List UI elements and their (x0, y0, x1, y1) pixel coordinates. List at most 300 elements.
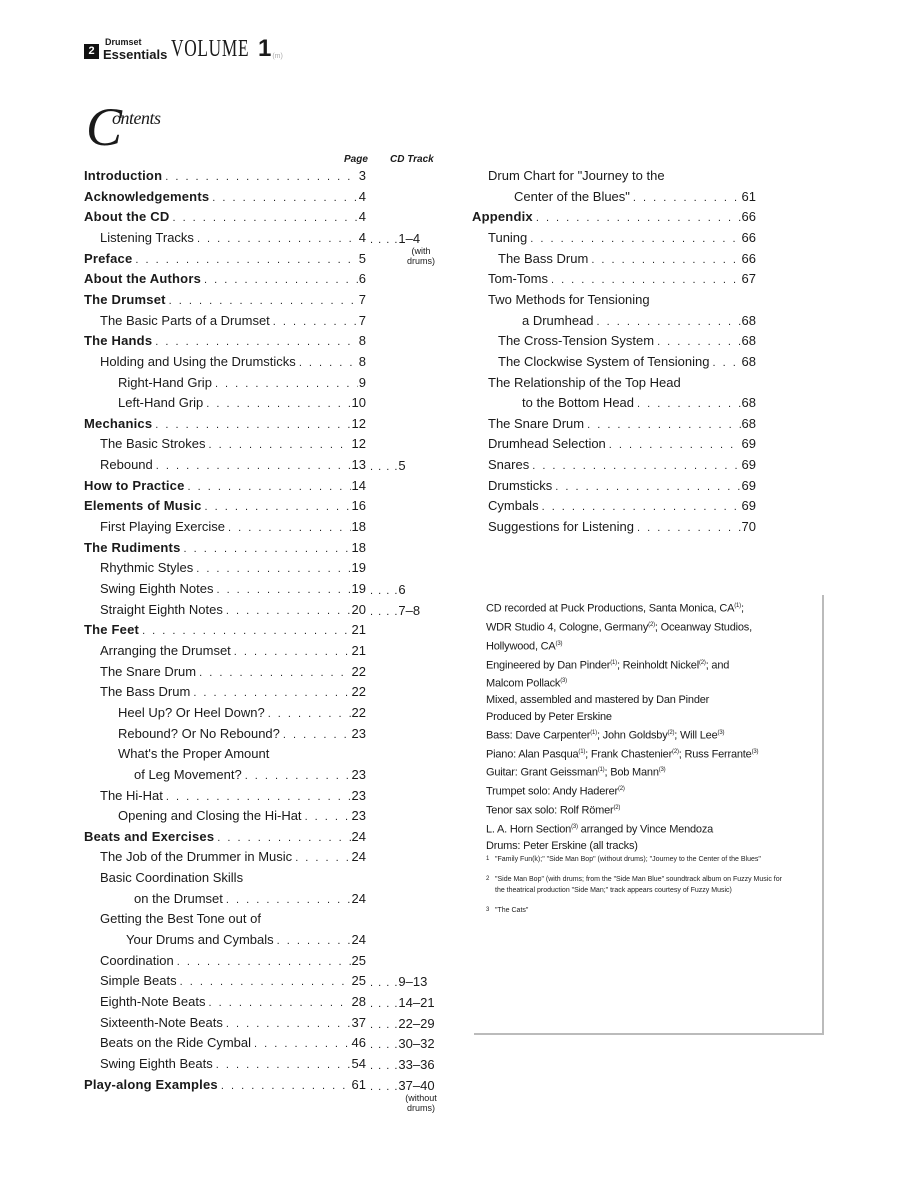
toc-page-number: 16 (351, 498, 366, 514)
brand-main: Essentials (103, 46, 168, 62)
toc-entry (498, 333, 756, 353)
toc-entry-title: The Hi-Hat (100, 787, 163, 803)
toc-entry-title: The Drumset (84, 291, 166, 307)
toc-page-number: 19 (351, 560, 366, 576)
toc-entry (488, 416, 756, 436)
toc-page-number: 4 (358, 229, 366, 245)
toc-entry-title: Coordination (100, 952, 174, 968)
toc-entry (100, 953, 366, 973)
toc-track-dots: . . . . (370, 977, 399, 990)
toc-leader-dots (273, 316, 358, 328)
toc-entry (118, 705, 366, 725)
toc-entry-title: Eighth-Note Beats (100, 994, 206, 1009)
toc-track-dots: . . . . (370, 1080, 399, 1093)
toc-entry (100, 230, 366, 250)
toc-entry (126, 932, 366, 952)
toc-entry-title: Drumsticks (488, 477, 553, 493)
toc-entry (488, 498, 756, 518)
toc-leader-dots (597, 316, 741, 328)
toc-track-number: 1–4 (398, 230, 421, 246)
toc-leader-dots (165, 171, 358, 183)
toc-entry (488, 292, 653, 312)
toc-leader-dots (536, 212, 741, 224)
toc-entry-title: Mechanics (84, 415, 153, 431)
toc-entry (522, 313, 756, 333)
toc-page-number: 4 (358, 209, 366, 225)
credit-line (486, 692, 822, 708)
brand-top: Drumset (105, 36, 142, 47)
toc-entry-title: Preface (84, 250, 133, 266)
toc-entry-title: The Hands (84, 333, 153, 349)
toc-page-number: 46 (351, 1035, 366, 1051)
credit-line (486, 636, 822, 655)
toc-leader-dots (637, 522, 741, 534)
column-head-page: Page (344, 154, 368, 165)
toc-leader-dots (209, 439, 351, 451)
toc-entry (100, 581, 366, 601)
toc-page-number: 61 (741, 188, 756, 204)
footnote (486, 874, 786, 896)
toc-entry (134, 891, 366, 911)
toc-entry-title: Two Methods for Tensioning (488, 291, 650, 307)
toc-track-dots: . . . . (370, 605, 399, 618)
credit-text: ; Oceanway Studios, (654, 621, 752, 634)
footnote-ref: (3) (560, 678, 567, 685)
toc-leader-dots (188, 481, 351, 493)
volume-word: VOLUME (171, 35, 250, 62)
toc-leader-dots (205, 501, 351, 513)
footnote-mark: 2 (486, 876, 490, 882)
toc-entry-title: The Clockwise System of Tensioning (498, 353, 710, 369)
toc-entry-title: Elements of Music (84, 498, 202, 514)
footnote (486, 905, 786, 916)
toc-entry-title: Opening and Closing the Hi-Hat (118, 808, 302, 824)
credit-line (486, 819, 822, 838)
toc-entry (84, 292, 366, 312)
footnote-ref: (2) (667, 729, 675, 736)
toc-page-number: 21 (351, 642, 366, 658)
toc-cd-track (370, 974, 427, 989)
toc-entry-title: of Leg Movement? (134, 766, 242, 782)
toc-entry-title: How to Practice (84, 477, 185, 493)
toc-page-number: 22 (351, 684, 366, 700)
toc-entry-title: Play-along Examples (84, 1076, 218, 1092)
toc-entry-title: Basic Coordination Skills (100, 870, 244, 886)
toc-entry (498, 251, 756, 271)
toc-entry-title: First Playing Exercise (100, 519, 225, 535)
trademark-mark: (m) (272, 52, 283, 60)
toc-leader-dots (299, 357, 358, 369)
toc-entry (100, 643, 366, 663)
toc-entry (498, 354, 756, 374)
toc-page-number: 24 (351, 890, 366, 906)
toc-page-number: 23 (351, 766, 366, 782)
toc-leader-dots (587, 419, 740, 431)
footnote-ref: (2) (698, 659, 706, 666)
toc-entry-title: Acknowledgements (84, 188, 210, 204)
toc-cd-track (370, 458, 406, 473)
toc-leader-dots (555, 481, 740, 493)
toc-page-number: 14 (351, 477, 366, 493)
toc-leader-dots (155, 336, 358, 348)
credit-text: Malcom Pollack (486, 678, 561, 691)
toc-leader-dots (234, 646, 351, 658)
toc-page-number: 66 (741, 250, 756, 266)
toc-page-number: 12 (351, 436, 366, 452)
credit-text: Mixed, assembled and mastered by Dan Pinder (486, 694, 710, 707)
toc-entry (118, 375, 366, 395)
toc-entry-title: The Relationship of the Top Head (488, 374, 681, 390)
toc-page-number: 69 (741, 436, 756, 452)
toc-page-number: 7 (358, 312, 366, 328)
toc-leader-dots (283, 729, 351, 741)
toc-leader-dots (530, 233, 740, 245)
credit-text: Trumpet solo: Andy Haderer (486, 785, 618, 798)
toc-leader-dots (245, 770, 351, 782)
toc-entry (84, 168, 366, 188)
toc-entry (84, 271, 366, 291)
toc-page-number: 25 (351, 973, 366, 989)
credit-text: Tenor sax solo: Rolf Römer (486, 804, 614, 817)
toc-entry-title: Introduction (84, 168, 163, 183)
toc-entry-title: Swing Eighth Notes (100, 581, 214, 596)
footnote-ref: (2) (613, 805, 621, 812)
toc-page-number: 54 (351, 1055, 366, 1071)
toc-track-dots: . . . . (370, 233, 399, 246)
toc-entry-title: Snares (488, 457, 530, 473)
toc-entry-title: Tuning (488, 229, 528, 245)
toc-entry (134, 767, 366, 787)
toc-entry-title: a Drumhead (522, 312, 594, 328)
page-number: 2 (84, 44, 99, 59)
toc-page-number: 23 (351, 725, 366, 741)
toc-entry-title: The Cross-Tension System (498, 333, 655, 349)
toc-entry-title: Holding and Using the Drumsticks (100, 353, 296, 369)
credit-text: CD recorded at Puck Productions, Santa Monica, CA (486, 602, 735, 615)
toc-leader-dots (633, 192, 741, 204)
toc-entry-title: The Snare Drum (100, 663, 197, 679)
toc-entry (84, 540, 366, 560)
toc-cd-track (370, 1078, 435, 1093)
toc-page-number: 20 (351, 601, 366, 617)
toc-leader-dots (196, 563, 350, 575)
toc-entry (514, 189, 756, 209)
credit-text: Piano: Alan Pasqua (486, 748, 579, 761)
toc-cd-track (370, 1016, 435, 1031)
toc-track-dots: . . . . (370, 461, 399, 474)
toc-entry (488, 230, 756, 250)
toc-entry (100, 354, 366, 374)
toc-leader-dots (206, 398, 350, 410)
toc-entry-title: Simple Beats (100, 973, 177, 989)
toc-entry-title: About the Authors (84, 271, 202, 287)
toc-entry-title: The Bass Drum (498, 250, 589, 266)
toc-entry (84, 333, 366, 353)
credit-line (486, 709, 822, 725)
toc-entry-title: Beats on the Ride Cymbal (100, 1035, 252, 1051)
footnote-ref: (3) (658, 767, 666, 774)
credit-line (486, 673, 822, 692)
toc-leader-dots (204, 274, 358, 286)
footnote-ref: (3) (555, 640, 563, 647)
toc-leader-dots (216, 584, 350, 596)
toc-entry (84, 478, 366, 498)
credit-text: arranged by Vince Mendoza (577, 823, 714, 836)
toc-page-number: 18 (351, 519, 366, 535)
credit-text: ; Reinholdt Nickel (616, 659, 699, 672)
credit-text: ; Bob Mann (604, 767, 659, 780)
toc-entry-title: Beats and Exercises (84, 828, 215, 844)
footnote-mark: 3 (486, 907, 490, 913)
footnote-text: "The Cats" (495, 907, 529, 914)
toc-page-number: 24 (351, 849, 366, 865)
toc-page-number: 69 (741, 457, 756, 473)
toc-page-number: 5 (358, 250, 366, 266)
toc-entry (100, 994, 366, 1014)
footnote-text: "Family Fun(k);" "Side Man Bop" (without drums); "Journey to the Center of the Blues" (495, 856, 761, 863)
toc-leader-dots (216, 1059, 351, 1071)
toc-entry (100, 1035, 366, 1055)
toc-track-number: 33–36 (398, 1056, 435, 1072)
toc-entry-title: Rhythmic Styles (100, 560, 194, 576)
toc-entry (472, 209, 756, 229)
toc-entry (100, 313, 366, 333)
toc-entry-title: Swing Eighth Beats (100, 1055, 213, 1071)
toc-entry (84, 209, 366, 229)
toc-entry (488, 168, 668, 188)
toc-entry (488, 478, 756, 498)
toc-leader-dots (712, 357, 740, 369)
credit-line (486, 838, 822, 854)
toc-leader-dots (142, 625, 350, 637)
toc-entry (118, 726, 366, 746)
credit-line (486, 598, 822, 617)
toc-entry (84, 251, 366, 271)
footnote-ref: (3) (717, 729, 725, 736)
footnote-ref: (2) (672, 748, 679, 755)
toc-page-number: 23 (351, 808, 366, 824)
toc-page-number: 19 (351, 581, 366, 596)
toc-track-dots: . . . . (370, 1018, 399, 1031)
page-header (84, 33, 283, 63)
toc-leader-dots (172, 212, 357, 224)
toc-entry (118, 746, 272, 766)
credit-line (486, 744, 822, 763)
footnote-ref: (1) (578, 748, 586, 755)
toc-leader-dots (277, 935, 351, 947)
footnote-mark: 1 (486, 856, 490, 862)
toc-entry (488, 375, 684, 395)
toc-page-number: 9 (358, 374, 366, 390)
toc-entry (84, 416, 366, 436)
cd-credits (486, 598, 822, 854)
toc-page-number: 23 (351, 787, 366, 803)
credit-text: WDR Studio 4, Cologne, Germany (486, 621, 649, 634)
credit-text: ; (740, 602, 744, 615)
toc-page-number: 8 (358, 333, 366, 349)
toc-cd-track (370, 603, 420, 618)
toc-entry-title: About the CD (84, 209, 170, 225)
footnote-ref: (1) (734, 603, 741, 609)
toc-leader-dots (156, 460, 351, 472)
toc-page-number: 25 (351, 952, 366, 968)
toc-entry-title: Heel Up? Or Heel Down? (118, 704, 265, 720)
toc-page-number: 18 (351, 539, 366, 555)
toc-entry-title: Suggestions for Listening (488, 519, 634, 535)
toc-page-number: 61 (351, 1076, 366, 1092)
credit-line (486, 800, 822, 819)
toc-entry (100, 911, 264, 931)
toc-leader-dots (180, 976, 351, 988)
toc-track-note: (without drums) (405, 1092, 437, 1113)
toc-entry-title: The Job of the Drummer in Music (100, 849, 293, 865)
toc-entry (100, 870, 246, 890)
toc-page-number: 68 (741, 395, 756, 411)
footnote-ref: (1) (590, 729, 597, 736)
toc-entry-title: The Snare Drum (488, 415, 585, 431)
toc-leader-dots (226, 605, 351, 617)
toc-entry-title: Right-Hand Grip (118, 374, 212, 390)
footnote-ref: (2) (648, 621, 655, 628)
toc-page-number: 37 (351, 1014, 366, 1030)
toc-leader-dots (226, 1018, 351, 1030)
toc-entry (100, 664, 366, 684)
toc-entry-title: The Rudiments (84, 539, 181, 555)
credit-line (486, 617, 822, 636)
toc-entry (488, 519, 756, 539)
credit-text: ; Frank Chastenier (585, 748, 673, 761)
toc-cd-track (370, 231, 420, 246)
toc-leader-dots (169, 295, 358, 307)
column-head-cd-track: CD Track (390, 154, 434, 165)
toc-leader-dots (532, 460, 740, 472)
toc-entry-title: Drum Chart for "Journey to the (488, 168, 665, 183)
footnote-ref: (2) (617, 786, 625, 793)
page-title (86, 97, 161, 157)
toc-cd-track (370, 1057, 435, 1072)
title-initial: C (86, 97, 123, 157)
toc-entry (84, 1077, 366, 1097)
toc-leader-dots (591, 254, 740, 266)
toc-entry (84, 829, 366, 849)
toc-page-number: 24 (351, 828, 366, 844)
toc-cd-track (370, 1036, 435, 1051)
toc-leader-dots (228, 522, 351, 534)
toc-leader-dots (268, 708, 351, 720)
toc-leader-dots (199, 667, 350, 679)
toc-page-number: 68 (741, 353, 756, 369)
toc-page-number: 68 (741, 312, 756, 328)
toc-leader-dots (551, 274, 741, 286)
toc-entry-title: Listening Tracks (100, 229, 194, 245)
toc-entry-title: on the Drumset (134, 890, 223, 906)
credit-line (486, 725, 822, 744)
toc-page-number: 3 (358, 168, 366, 183)
toc-entry-title: Left-Hand Grip (118, 395, 204, 411)
credit-line (486, 781, 822, 800)
toc-entry (100, 973, 366, 993)
toc-track-number: 14–21 (398, 995, 435, 1010)
toc-track-number: 5 (398, 458, 406, 474)
toc-cd-track (370, 582, 406, 597)
toc-page-number: 67 (741, 271, 756, 287)
footnote-text: "Side Man Bop" (with drums; from the "Side Man Blue" soundtrack album on Fuzzy Music for the theatrical production "Side Man;" track appears courtesy of Fuzzy Music) (495, 876, 782, 894)
credit-text: L. A. Horn Section (486, 823, 572, 836)
toc-entry (100, 684, 366, 704)
toc-page-number: 7 (358, 291, 366, 307)
toc-entry-title: The Basic Parts of a Drumset (100, 312, 270, 328)
toc-leader-dots (197, 233, 358, 245)
toc-track-number: 7–8 (398, 602, 421, 618)
toc-entry-title: Tom-Toms (488, 271, 548, 287)
credit-text: ; and (705, 659, 730, 672)
brand-logo (103, 37, 167, 62)
toc-entry-title: Rebound? Or No Rebound? (118, 725, 280, 741)
footnote-ref: (3) (751, 748, 759, 755)
toc-page-number: 68 (741, 415, 756, 431)
toc-entry (100, 436, 366, 456)
toc-leader-dots (637, 398, 741, 410)
toc-entry (100, 519, 366, 539)
toc-entry (100, 788, 366, 808)
toc-entry-title: to the Bottom Head (522, 395, 635, 411)
toc-page-number: 4 (358, 188, 366, 204)
credit-text: ; Will Lee (674, 729, 718, 742)
toc-cd-track (370, 995, 435, 1010)
toc-track-dots: . . . . (370, 998, 399, 1010)
toc-page-number: 69 (741, 477, 756, 493)
toc-page-number: 22 (351, 663, 366, 679)
toc-page-number: 68 (741, 333, 756, 349)
credit-text: Hollywood, CA (486, 640, 556, 653)
toc-entry (100, 1015, 366, 1035)
toc-leader-dots (212, 192, 357, 204)
toc-entry (100, 457, 366, 477)
toc-entry (488, 436, 756, 456)
toc-page-number: 66 (741, 209, 756, 225)
toc-entry-title: Your Drums and Cymbals (126, 932, 274, 948)
toc-leader-dots (226, 894, 351, 906)
toc-leader-dots (254, 1038, 351, 1050)
toc-leader-dots (193, 687, 350, 699)
toc-entry (118, 395, 366, 415)
toc-entry-title: Arranging the Drumset (100, 642, 231, 658)
toc-track-number: 30–32 (398, 1036, 435, 1052)
toc-leader-dots (184, 543, 351, 555)
toc-track-dots: . . . . (370, 1039, 399, 1052)
toc-entry (100, 849, 366, 869)
toc-entry (522, 395, 756, 415)
toc-entry-title: Drumhead Selection (488, 436, 606, 452)
credit-text: Bass: Dave Carpenter (486, 729, 591, 742)
toc-entry-title: Straight Eighth Notes (100, 601, 223, 617)
toc-track-number: 22–29 (398, 1015, 435, 1031)
toc-leader-dots (166, 791, 351, 803)
toc-leader-dots (209, 997, 351, 1009)
toc-page-number: 66 (741, 229, 756, 245)
credit-text: Guitar: Grant Geissman (486, 767, 598, 780)
toc-leader-dots (217, 832, 350, 844)
toc-entry (84, 189, 366, 209)
toc-entry-title: Rebound (100, 457, 153, 473)
toc-leader-dots (305, 811, 351, 823)
toc-entry-title: Getting the Best Tone out of (100, 911, 261, 927)
title-rest: ontents (112, 108, 161, 128)
toc-page-number: 22 (351, 704, 366, 720)
toc-entry-title: The Bass Drum (100, 684, 191, 700)
toc-leader-dots (215, 378, 358, 390)
toc-page-number: 13 (351, 457, 366, 473)
